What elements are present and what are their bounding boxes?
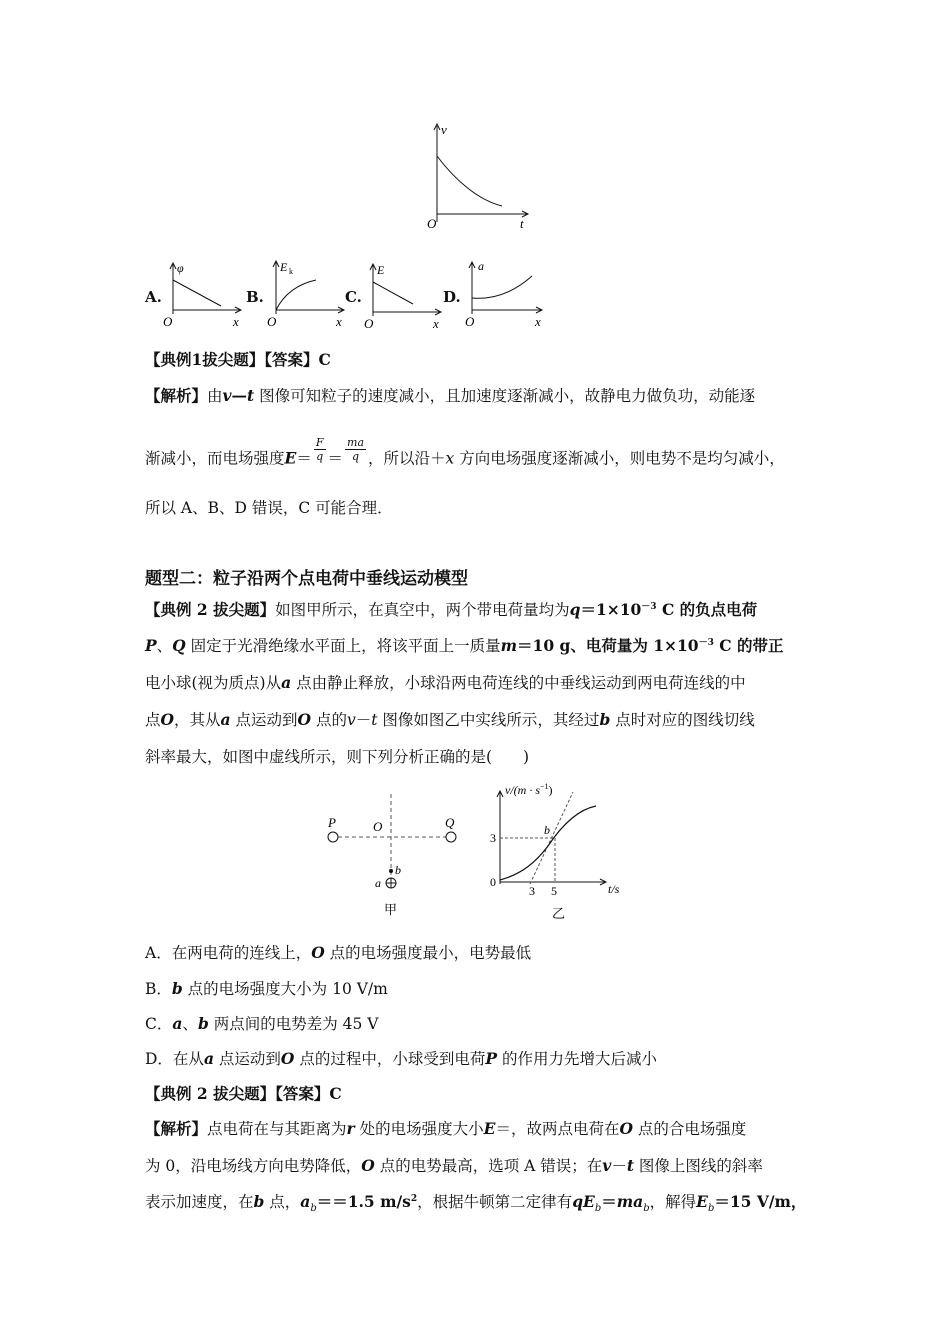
- vt-origin: O: [427, 216, 437, 231]
- svg-text:3: 3: [490, 831, 496, 845]
- svg-text:O: O: [373, 819, 383, 834]
- svg-text:b: b: [395, 863, 401, 877]
- svg-text:E: E: [280, 260, 288, 274]
- svg-text:a: a: [478, 259, 484, 273]
- option-b-graph: [264, 256, 349, 331]
- svg-text:E: E: [377, 263, 385, 277]
- svg-text:O: O: [163, 314, 173, 329]
- svg-text:甲: 甲: [384, 902, 398, 917]
- option-c-graph: [363, 258, 448, 333]
- option-a-graph: [163, 256, 248, 331]
- section-heading: 题型二：粒子沿两个点电荷中垂线运动模型: [145, 569, 468, 589]
- fraction-f-over-q: $\frac{F}{q}$: [315, 436, 324, 463]
- svg-text:x: x: [433, 316, 439, 331]
- ex2-line4: 点O，其从a 点运动到O 点的v－t 图像如图乙中实线所示，其经过b 点时对应的图线切线: [145, 710, 755, 729]
- option-d-graph: [462, 256, 552, 331]
- ex2-line3: 电小球(视为质点)从a 点由静止释放，小球沿两电荷连线的中垂线运动到两电荷连线的中: [145, 673, 746, 692]
- choice-a: A．在两电荷的连线上，O 点的电场强度最小，电势最低: [145, 943, 532, 962]
- ex2-line2: P、Q 固定于光滑绝缘水平面上，将该平面上一质量m＝10 g、电荷量为 $1\times 10^{-3}$ C 的带正: [145, 636, 784, 655]
- svg-text:O: O: [465, 314, 475, 329]
- option-d-letter: D.: [443, 288, 461, 306]
- svg-text:a: a: [375, 876, 381, 890]
- ex1-analysis-line3: 所以 A、B、D 错误，C 可能合理．: [145, 499, 393, 517]
- ex1-analysis-line1: 【解析】由v—t 图像可知粒子的速度减小，且加速度逐渐减小，故静电力做负功，动能逐: [145, 386, 756, 405]
- option-a-letter: A.: [145, 288, 162, 306]
- option-c-letter: C.: [345, 288, 362, 306]
- ex1-answer: 【典例1拔尖题】【答案】C: [145, 350, 331, 369]
- vt-x-label: t: [520, 216, 524, 231]
- figure-jia: [318, 786, 468, 921]
- charge-q: [446, 832, 456, 842]
- choice-b: B．b 点的电场强度大小为 10 V/m: [145, 979, 388, 998]
- svg-text:5: 5: [551, 884, 557, 898]
- svg-text:O: O: [267, 314, 277, 329]
- vt-main-graph: [420, 118, 540, 233]
- ex1-analysis-line2: 渐减小，而电场强度E＝ $\frac{F}{q}$ ＝ $\frac{ma}{q}$ ，所以沿＋x 方向电场强度逐渐减小，则电势不是均匀减小，: [145, 436, 785, 468]
- svg-text:t/s: t/s: [608, 882, 620, 896]
- svg-text:3: 3: [529, 884, 535, 898]
- charge-p: [328, 832, 338, 842]
- ex2-analysis-line3: 表示加速度，在b 点，$a_b==1.5$ $m/s^2$，根据牛顿第二定律有$qE_b=ma_b$，解得$E_b=15$ V/m，: [145, 1192, 807, 1215]
- ex2-line5: 斜率最大，如图中虚线所示，则下列分析正确的是( ): [145, 748, 530, 766]
- svg-text:x: x: [535, 314, 541, 329]
- ex2-line1: 【典例 2 拔尖题】如图甲所示，在真空中，两个带电荷量均为$q=1\times 10^{-3}$ C 的负点电荷: [145, 600, 758, 619]
- yi-y-label: $v/(m \cdot s^{-1})$: [505, 782, 553, 797]
- choice-d: D．在从a 点运动到O 点的过程中，小球受到电荷P 的作用力先增大后减小: [145, 1049, 657, 1068]
- svg-text:k: k: [289, 267, 293, 276]
- choice-c: C．a、b 两点间的电势差为 45 V: [145, 1014, 379, 1033]
- svg-text:φ: φ: [177, 261, 184, 275]
- option-b-letter: B.: [246, 288, 264, 306]
- svg-text:Q: Q: [445, 815, 455, 830]
- figure-yi: [478, 780, 638, 925]
- svg-text:P: P: [328, 815, 336, 830]
- svg-text:x: x: [233, 314, 239, 329]
- vt-y-label: v: [441, 122, 447, 137]
- ex2-analysis-line1: 【解析】点电荷在与其距离为r 处的电场强度大小E＝，故两点电荷在O 点的合电场强度: [145, 1119, 747, 1138]
- svg-text:乙: 乙: [552, 906, 566, 921]
- svg-text:b: b: [544, 823, 550, 837]
- svg-text:x: x: [336, 314, 342, 329]
- fraction-ma-over-q: $\frac{ma}{q}$: [347, 436, 365, 463]
- ex2-answer: 【典例 2 拔尖题】【答案】C: [145, 1084, 342, 1103]
- svg-text:0: 0: [490, 875, 496, 889]
- svg-text:O: O: [364, 316, 374, 331]
- ex2-analysis-line2: 为 0，沿电场线方向电势降低，O 点的电势最高，选项 A 错误；在v－t 图像上图线的斜率: [145, 1156, 763, 1175]
- point-b: [389, 869, 393, 873]
